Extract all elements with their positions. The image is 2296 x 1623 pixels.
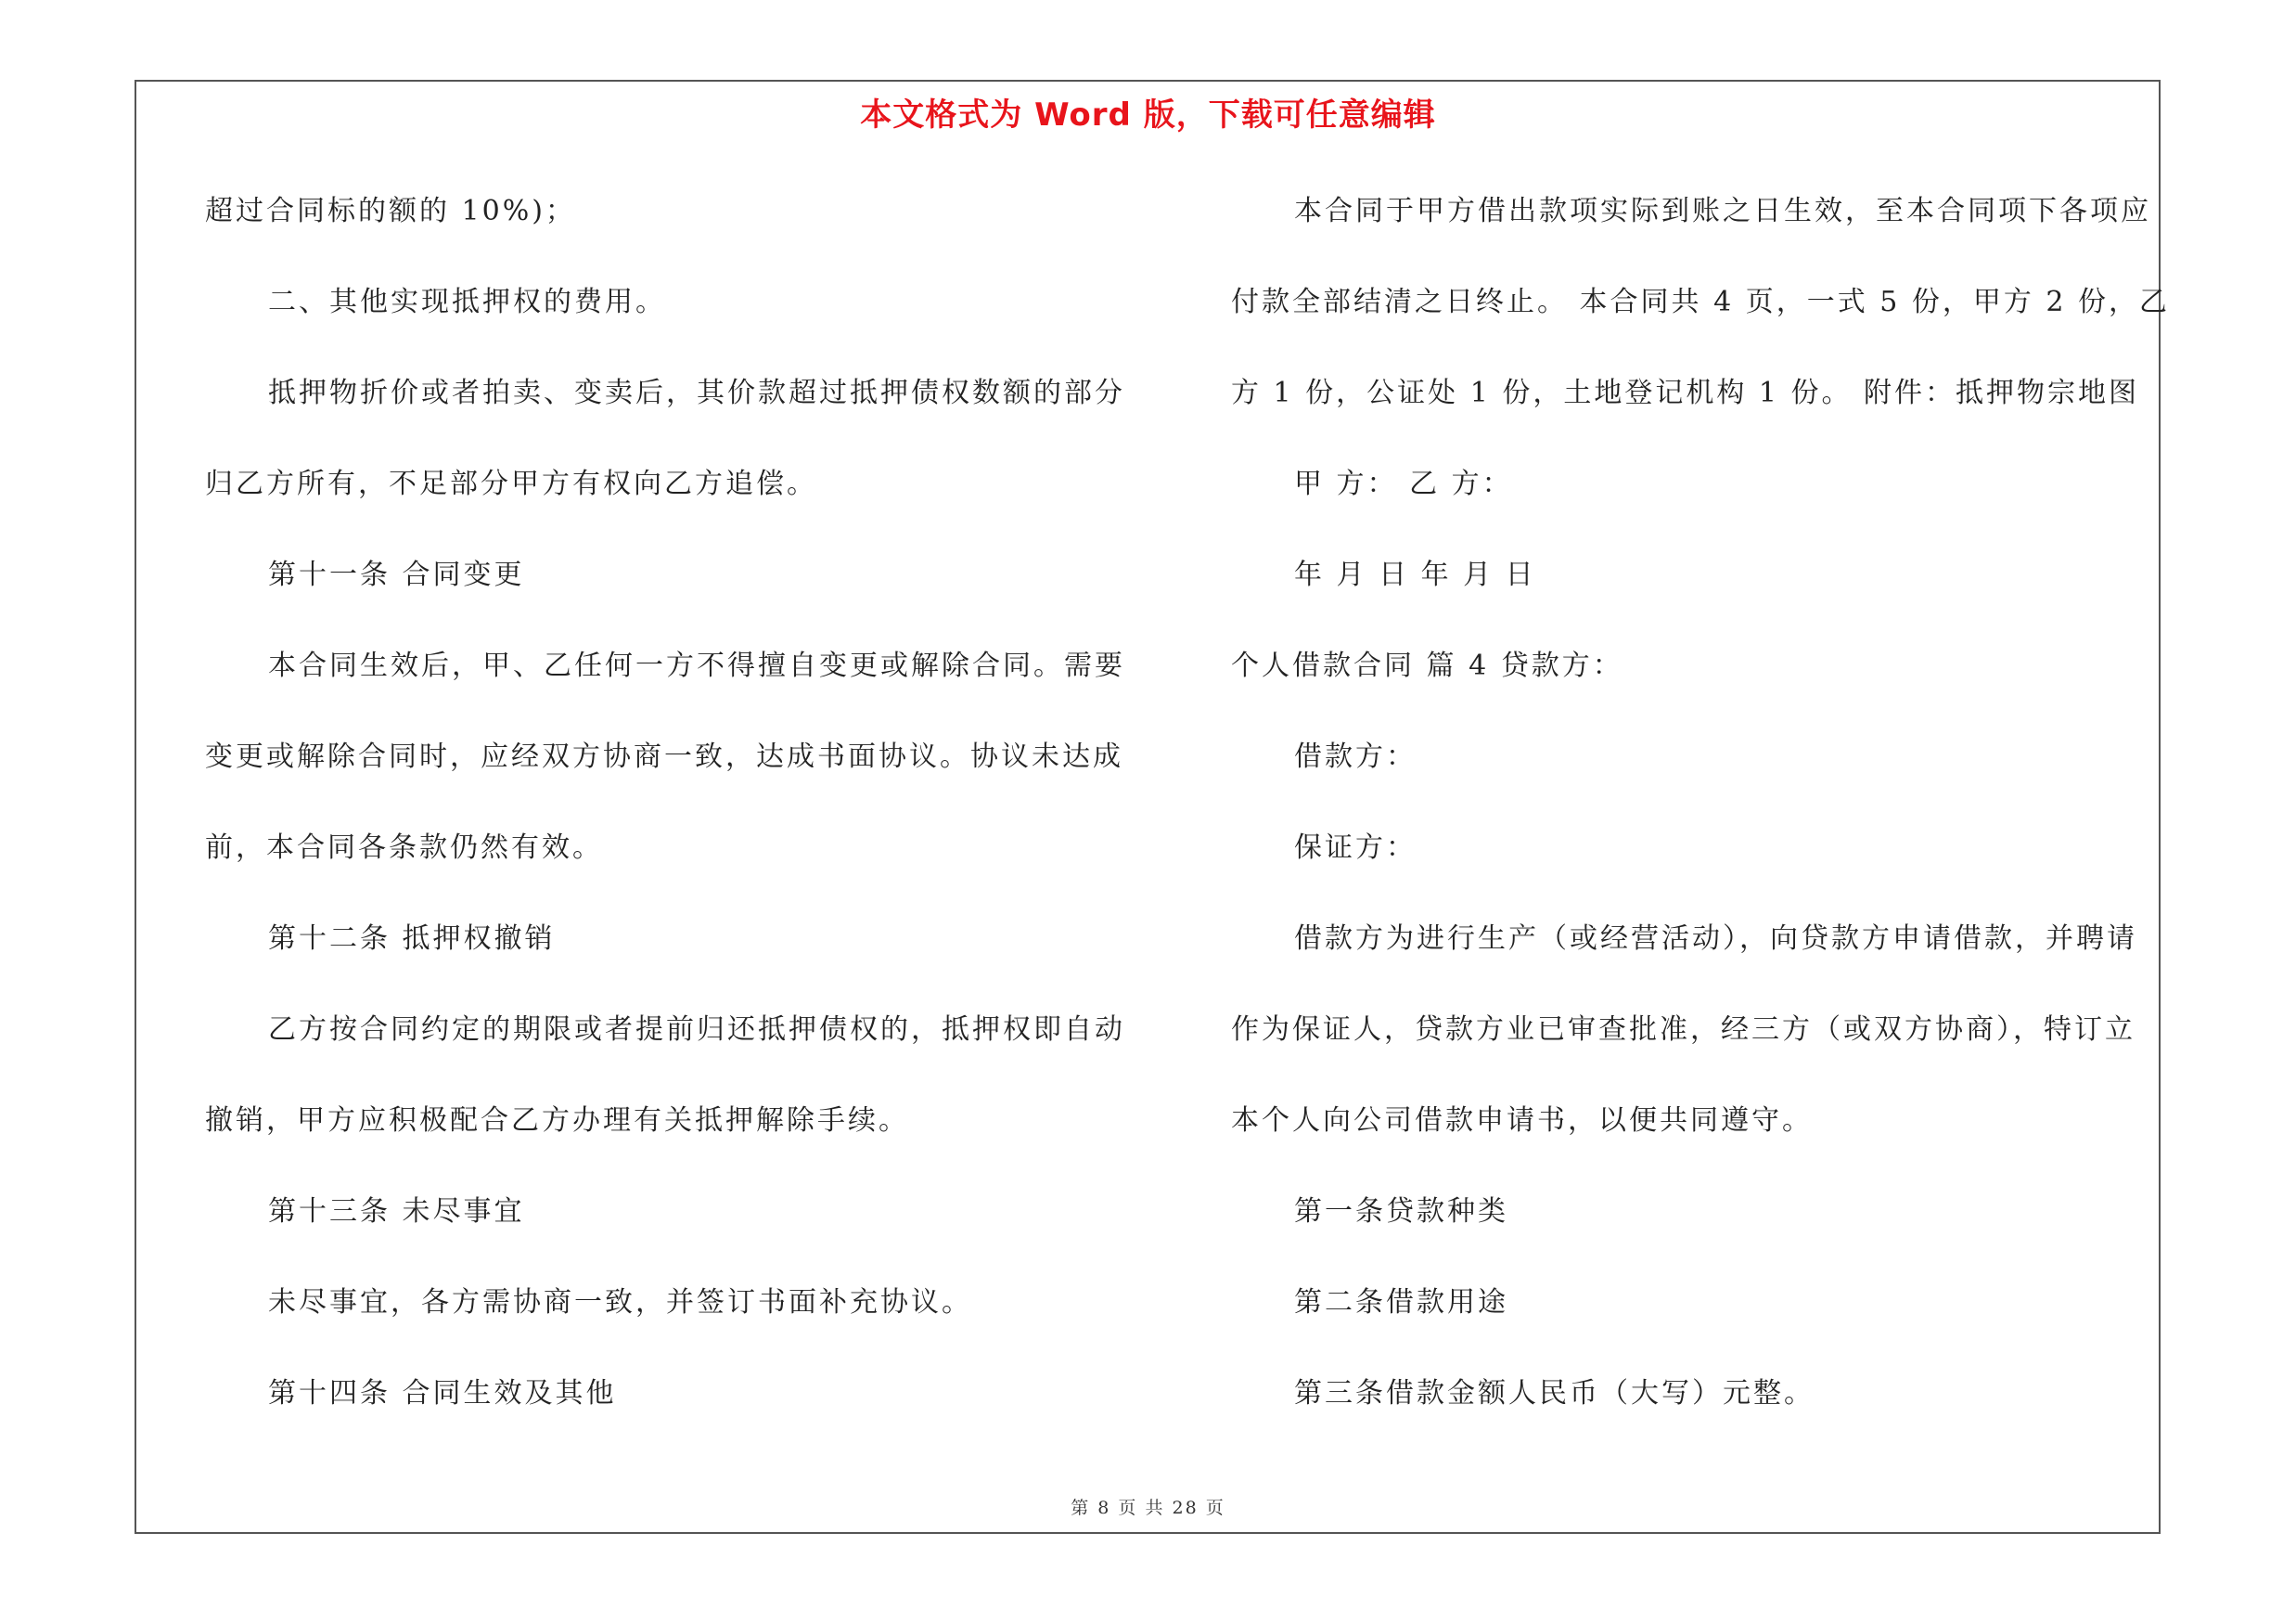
text-line: 未尽事宜，各方需协商一致，并签订书面补充协议。 — [268, 1286, 972, 1319]
text-line: 撤销，甲方应积极配合乙方办理有关抵押解除手续。 — [205, 1104, 909, 1137]
text-line: 方 1 份，公证处 1 份，土地登记机构 1 份。 附件：抵押物宗地图 — [1231, 377, 2140, 409]
text-line: 第十一条 合同变更 — [268, 559, 525, 591]
text-line: 前，本合同各条款仍然有效。 — [205, 831, 603, 864]
page-number-footer: 第 8 页 共 28 页 — [1071, 1498, 1225, 1518]
text-line: 甲 方： 乙 方： — [1294, 468, 1513, 500]
text-line: 归乙方所有，不足部分甲方有权向乙方追偿。 — [205, 468, 817, 500]
text-line: 乙方按合同约定的期限或者提前归还抵押债权的，抵押权即自动 — [268, 1013, 1125, 1046]
left-text-column — [205, 178, 1133, 1451]
text-line: 第十四条 合同生效及其他 — [268, 1377, 617, 1410]
text-line: 作为保证人，贷款方业已审查批准，经三方（或双方协商），特订立 — [1231, 1013, 2136, 1046]
right-text-column — [1231, 178, 2171, 1451]
text-line: 本个人向公司借款申请书，以便共同遵守。 — [1231, 1104, 1813, 1137]
text-line: 超过合同标的额的 10%)； — [205, 195, 576, 227]
text-line: 本合同生效后，甲、乙任何一方不得擅自变更或解除合同。需要 — [268, 650, 1125, 682]
text-line: 年 月 日 年 月 日 — [1294, 559, 1536, 591]
text-line: 付款全部结清之日终止。 本合同共 4 页，一式 5 份，甲方 2 份，乙 — [1231, 286, 2171, 318]
text-line: 第十三条 未尽事宜 — [268, 1195, 525, 1228]
text-line: 借款方为进行生产（或经营活动），向贷款方申请借款，并聘请 — [1294, 922, 2137, 955]
text-line: 借款方： — [1294, 741, 1417, 773]
text-line: 抵押物折价或者拍卖、变卖后，其价款超过抵押债权数额的部分 — [268, 377, 1125, 409]
text-line: 个人借款合同 篇 4 贷款方： — [1231, 650, 1623, 682]
text-line: 保证方： — [1294, 831, 1417, 864]
text-line: 第三条借款金额人民币（大写）元整。 — [1294, 1377, 1815, 1410]
text-line: 二、其他实现抵押权的费用。 — [268, 286, 666, 318]
text-line: 本合同于甲方借出款项实际到账之日生效，至本合同项下各项应 — [1294, 195, 2151, 227]
text-line: 第十二条 抵押权撤销 — [268, 922, 556, 955]
text-line: 第一条贷款种类 — [1294, 1195, 1508, 1228]
text-line: 第二条借款用途 — [1294, 1286, 1508, 1319]
text-line: 变更或解除合同时，应经双方协商一致，达成书面协议。协议未达成 — [205, 741, 1123, 773]
format-banner: 本文格式为 Word 版，下载可任意编辑 — [860, 97, 1436, 134]
